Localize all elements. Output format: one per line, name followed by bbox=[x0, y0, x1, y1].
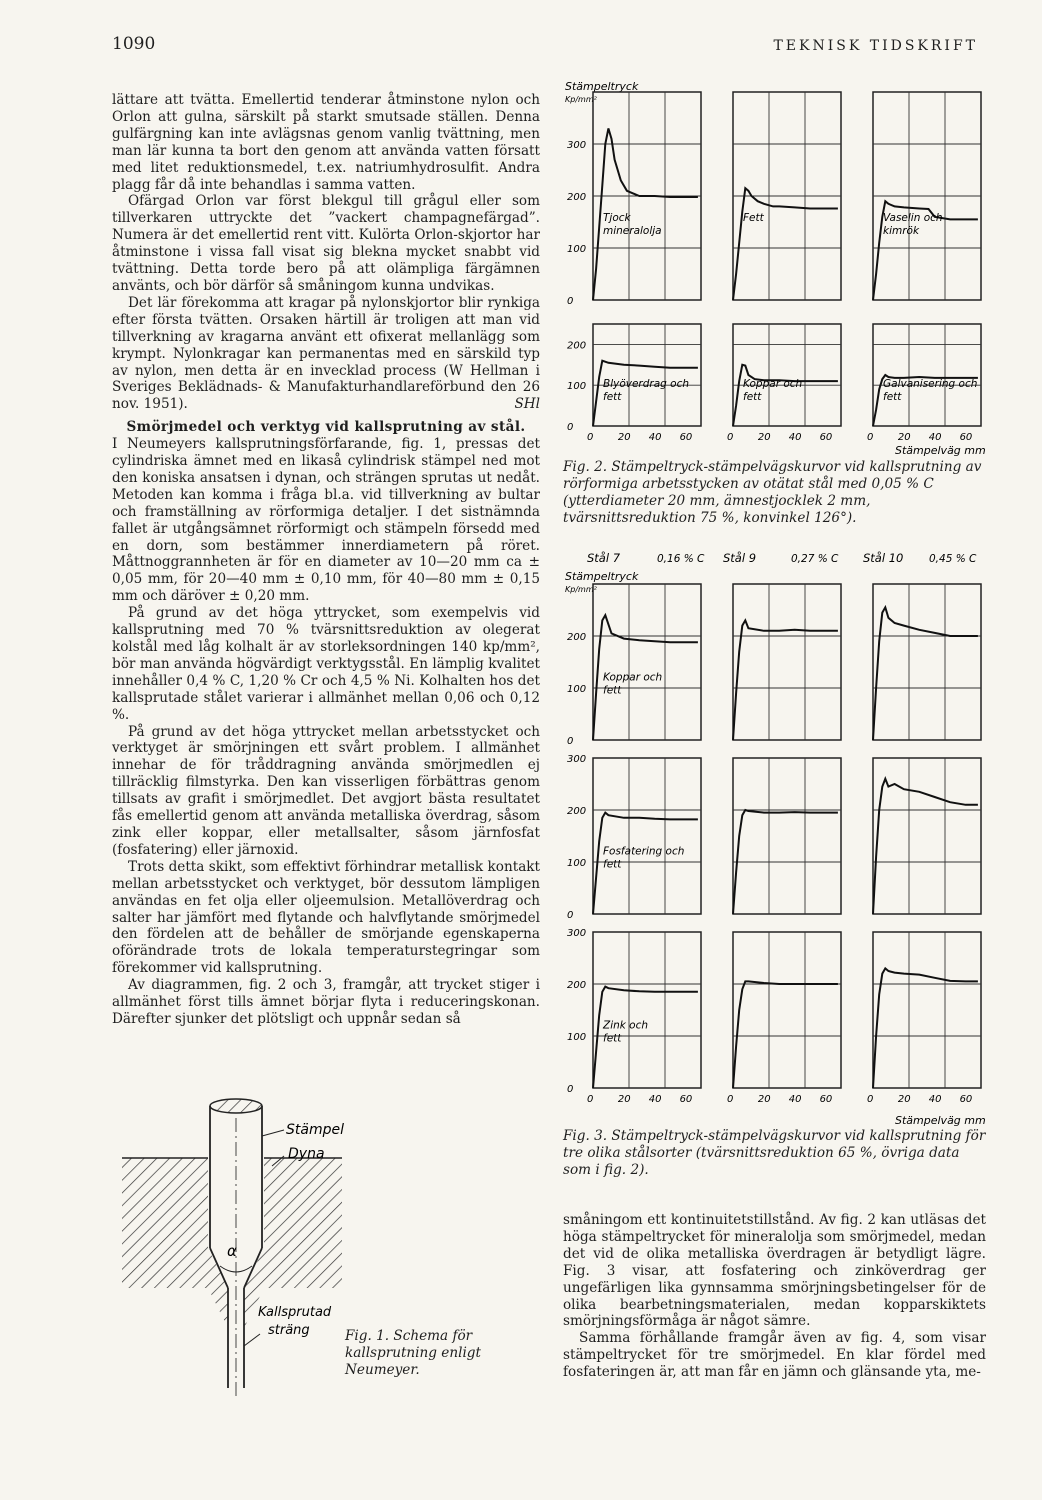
x-tick-label: 60 bbox=[679, 432, 693, 443]
y-tick-label: 200 bbox=[567, 192, 587, 203]
panel-label: fett bbox=[603, 1032, 622, 1045]
curve-line bbox=[873, 607, 978, 740]
paragraph: Trots detta skikt, som effektivt förhindrar metallisk kontakt mellan arbetsstycket och verktyget, bör dessutom lämpligen användas en fet olja eller oljeemulsion. Metallöverdrag och salter har jämfört med flytande och halvflytande smörjmedel den fördelen att de behåller de smörjande egenskaperna oförändrade trots de lokala temperaturstegringar som förekommer vid kallsprutning. bbox=[112, 858, 540, 977]
y-tick-label: 0 bbox=[567, 736, 574, 747]
y-tick-label: 0 bbox=[567, 296, 574, 307]
y-tick-label: 100 bbox=[567, 858, 587, 869]
steel-carbon: 0,16 % C bbox=[657, 553, 705, 565]
curve-line bbox=[733, 620, 838, 740]
label-strang-line1: Kallsprutad bbox=[258, 1305, 332, 1320]
y-tick-label: 200 bbox=[567, 632, 587, 643]
panel-label: Fett bbox=[743, 211, 764, 224]
x-tick-label: 20 bbox=[617, 432, 631, 443]
paragraph: Samma förhållande framgår även av fig. 4, som visar stämpeltrycket för tre smörjmedel. En klar fördel med fosfateringen är, att man får en jämn och glänsande yta, me- bbox=[563, 1330, 986, 1381]
panel-label: fett bbox=[603, 858, 622, 871]
chart-panel-frame bbox=[593, 758, 701, 914]
steel-name: Stål 10 bbox=[863, 551, 904, 565]
chart-panel-frame bbox=[593, 584, 701, 740]
label-dyna: Dyna bbox=[288, 1146, 325, 1162]
y-tick-label: 0 bbox=[567, 422, 574, 433]
x-tick-label: 60 bbox=[819, 1094, 833, 1105]
curve-line bbox=[873, 779, 978, 914]
panel-label: Fosfatering och bbox=[603, 845, 685, 858]
panel-label: fett bbox=[603, 684, 622, 697]
y-tick-label: 100 bbox=[567, 244, 587, 255]
panel-label: fett bbox=[883, 391, 902, 404]
y-tick-label: 100 bbox=[567, 684, 587, 695]
x-tick-label: 0 bbox=[587, 432, 594, 443]
panel-label: Zink och bbox=[603, 1019, 649, 1032]
x-tick-label: 40 bbox=[788, 432, 802, 443]
fig1-schematic bbox=[112, 1088, 342, 1408]
chart-panel-frame bbox=[873, 932, 981, 1088]
x-tick-label: 60 bbox=[679, 1094, 693, 1105]
left-column bbox=[112, 92, 540, 1028]
curve-line bbox=[733, 981, 838, 1088]
x-axis-title: Stämpelväg mm bbox=[895, 1114, 986, 1127]
y-tick-label: 300 bbox=[567, 928, 587, 939]
x-tick-label: 0 bbox=[867, 432, 874, 443]
curve-line bbox=[733, 188, 838, 300]
steel-carbon: 0,27 % C bbox=[791, 553, 839, 565]
fig2-caption: Fig. 2. Stämpeltryck-stämpelvägskurvor vid kallsprutning av rörformiga arbetsstycken av otätat stål med 0,05 % C (ytterdiameter 20 mm, ämnestjocklek 2 mm, tvärsnittsreduktion 75 %, konvinkel 126°). bbox=[563, 459, 982, 526]
fig3-caption: Fig. 3. Stämpeltryck-stämpelvägskurvor vid kallsprutning för tre olika stålsorter (tvärsnittsreduktion 65 %, övriga data som i fig. 2). bbox=[563, 1128, 986, 1178]
y-axis-unit: Kp/mm² bbox=[565, 95, 597, 104]
chart-panel-frame bbox=[873, 324, 981, 426]
x-tick-label: 0 bbox=[727, 1094, 734, 1105]
x-tick-label: 40 bbox=[648, 1094, 662, 1105]
chart-panel-frame bbox=[733, 584, 841, 740]
y-tick-label: 200 bbox=[567, 806, 587, 817]
chart-panel-frame bbox=[873, 758, 981, 914]
panel-label: fett bbox=[743, 391, 762, 404]
paragraph: På grund av det höga yttrycket, som exempelvis vid kallsprutning med 70 % tvärsnittsreduktion av olegerat kolstål med låg kolhalt är av storleksordningen 140 kp/mm², bör man använda högvärdigt verktygsstål. En lämplig kvalitet innehåller 0,4 % C, 1,20 % Cr och 4,5 % Ni. Kolhalten hos det kallsprutade stålet varierar i allmänhet mellan 0,06 och 0,12 %. bbox=[112, 605, 540, 723]
paragraph: Av diagrammen, fig. 2 och 3, framgår, att trycket stiger i allmänhet först tills ämnet börjar flyta i reduceringskonan. Därefter sjunker det plötsligt och uppnår sedan så bbox=[112, 977, 540, 1027]
y-tick-label: 0 bbox=[567, 1084, 574, 1095]
panel-label: Blyöverdrag och bbox=[603, 378, 690, 391]
x-tick-label: 40 bbox=[648, 432, 662, 443]
paragraph bbox=[112, 295, 540, 413]
paragraph: Ofärgad Orlon var först blekgul till grågul eller som tillverkaren uttryckte det ”vackert champagnefärgad”. Numera är det emellertid rent vitt. Kulörta Orlon-skjortor har åtminstone i vissa fall visat sig blekna mycket snabbt vid tvättning. Detta torde bero på att olämpliga färgämnen använts, och bör därför så småningom kunna undvikas. bbox=[112, 193, 540, 294]
author-signature: SHl bbox=[514, 396, 540, 413]
paragraph-text: Det lär förekomma att kragar på nylonskjortor blir rynkiga efter första tvätten. Orsaken härtill är troligen att man vid tillverkning av kragarna använt ett ofixerat mellanlägg som krympt. Nylonkragar kan permanentas med en särskild typ av nylon, men detta är en invecklad process (W Hellman i Sveriges Beklädnads- & Manufakturhandlareförbund den 26 nov. 1951). bbox=[112, 294, 540, 413]
y-tick-label: 300 bbox=[567, 140, 587, 151]
paragraph: På grund av det höga yttrycket mellan arbetsstycket och verktyget är smörjningen ett svårt problem. I allmänhet innehar de för tråddragning använda smörjmedlen ej tillräcklig filmstyrka. Den kan visserligen förbättras genom tillsats av grafit i smörjmedlet. Det avgjort bästa resultatet fås emellertid genom att använda metalliska överdrag, såsom zink eller koppar, eller metallsalter, såsom järnfosfat (fosfatering) eller järnoxid. bbox=[112, 723, 540, 858]
chart-panel-frame bbox=[733, 932, 841, 1088]
panel-label: Vaselin och bbox=[883, 211, 943, 224]
label-stampel: Stämpel bbox=[286, 1122, 344, 1138]
x-tick-label: 60 bbox=[819, 432, 833, 443]
right-column bbox=[563, 1212, 986, 1381]
x-tick-label: 20 bbox=[617, 1094, 631, 1105]
panel-label: mineralolja bbox=[603, 224, 662, 237]
steel-name: Stål 9 bbox=[723, 551, 757, 565]
x-tick-label: 40 bbox=[928, 1094, 942, 1105]
panel-label: Koppar och bbox=[603, 671, 663, 684]
fig3-chart bbox=[563, 548, 993, 1128]
chart-panel-frame bbox=[593, 324, 701, 426]
label-strang-line2: sträng bbox=[268, 1323, 310, 1338]
x-tick-label: 20 bbox=[897, 1094, 911, 1105]
y-tick-label: 200 bbox=[567, 980, 587, 991]
curve-line bbox=[873, 968, 978, 1088]
y-tick-label: 100 bbox=[567, 1032, 587, 1043]
steel-name: Stål 7 bbox=[587, 551, 621, 565]
panel-label: Tjock bbox=[603, 211, 631, 224]
x-tick-label: 20 bbox=[897, 432, 911, 443]
section-heading: Smörjmedel och verktyg vid kallsprutning av stål. bbox=[126, 419, 526, 436]
panel-label: Galvanisering och bbox=[883, 378, 978, 391]
y-axis-unit: Kp/mm² bbox=[565, 585, 597, 594]
x-tick-label: 0 bbox=[587, 1094, 594, 1105]
fig2-chart bbox=[563, 80, 993, 458]
y-tick-label: 100 bbox=[567, 381, 587, 393]
y-axis-title: Stämpeltryck bbox=[565, 570, 639, 583]
x-tick-label: 0 bbox=[727, 432, 734, 443]
x-axis-title: Stämpelväg mm bbox=[895, 444, 986, 457]
x-tick-label: 20 bbox=[757, 1094, 771, 1105]
x-tick-label: 60 bbox=[959, 1094, 973, 1105]
chart-panel-frame bbox=[733, 758, 841, 914]
y-tick-label: 200 bbox=[567, 340, 587, 352]
chart-panel-frame bbox=[873, 584, 981, 740]
panel-label: fett bbox=[603, 391, 622, 404]
x-tick-label: 40 bbox=[928, 432, 942, 443]
paragraph: I Neumeyers kallsprutningsförfarande, fig. 1, pressas det cylindriska ämnet med en likaså cylindrisk stämpel ned mot den koniska ansatsen i dynan, och strängen sprutas ut nedåt. Metoden kan komma i fråga bl.a. vid tillverkning av bultar och framställning av rörformiga detaljer. I det sistnämnda fallet är utgångsämnet rörformigt och stämpeln försedd med en dorn, som bestämmer innerdiametern på röret. Måttnoggrannheten är för en diameter av 10—20 mm ca ± 0,05 mm, för 20—40 mm ± 0,10 mm, för 40—80 mm ± 0,15 mm och däröver ± 0,20 mm. bbox=[112, 436, 540, 605]
y-tick-label: 0 bbox=[567, 910, 574, 921]
label-alpha: α bbox=[227, 1242, 237, 1260]
panel-label: kimrök bbox=[883, 224, 920, 237]
chart-panel-frame bbox=[593, 932, 701, 1088]
journal-title: TEKNISK TIDSKRIFT bbox=[773, 38, 978, 54]
panel-label: Koppar och bbox=[743, 378, 803, 391]
x-tick-label: 60 bbox=[959, 432, 973, 443]
paragraph: lättare att tvätta. Emellertid tenderar åtminstone nylon och Orlon att gulna, särskilt på starkt smutsade ställen. Denna gulfärgning kan inte avlägsnas genom vanlig tvättning, men man lär kunna ta bort den genom att använda vatten försatt med litet reduktionsmedel, t.ex. natriumhydrosulfit. Andra plagg får då inte behandlas i samma vatten. bbox=[112, 92, 540, 193]
y-axis-title: Stämpeltryck bbox=[565, 80, 639, 93]
page-number: 1090 bbox=[112, 34, 156, 54]
x-tick-label: 0 bbox=[867, 1094, 874, 1105]
x-tick-label: 40 bbox=[788, 1094, 802, 1105]
paragraph: småningom ett kontinuitetstillstånd. Av fig. 2 kan utläsas det höga stämpeltrycket för mineralolja som smörjmedel, medan det vid de olika metalliska överdragen är betydligt lägre. Fig. 3 visar, att fosfatering och zinköverdrag ger ungefärligen lika gynnsamma smörjningsbetingelser för de olika bearbetningsmaterialen, medan kopparskiktets smörjningsförmåga är något sämre. bbox=[563, 1212, 986, 1330]
fig1-caption: Fig. 1. Schema för kallsprutning enligt Neumeyer. bbox=[345, 1328, 481, 1378]
y-tick-label: 300 bbox=[567, 754, 587, 765]
steel-carbon: 0,45 % C bbox=[929, 553, 977, 565]
x-tick-label: 20 bbox=[757, 432, 771, 443]
